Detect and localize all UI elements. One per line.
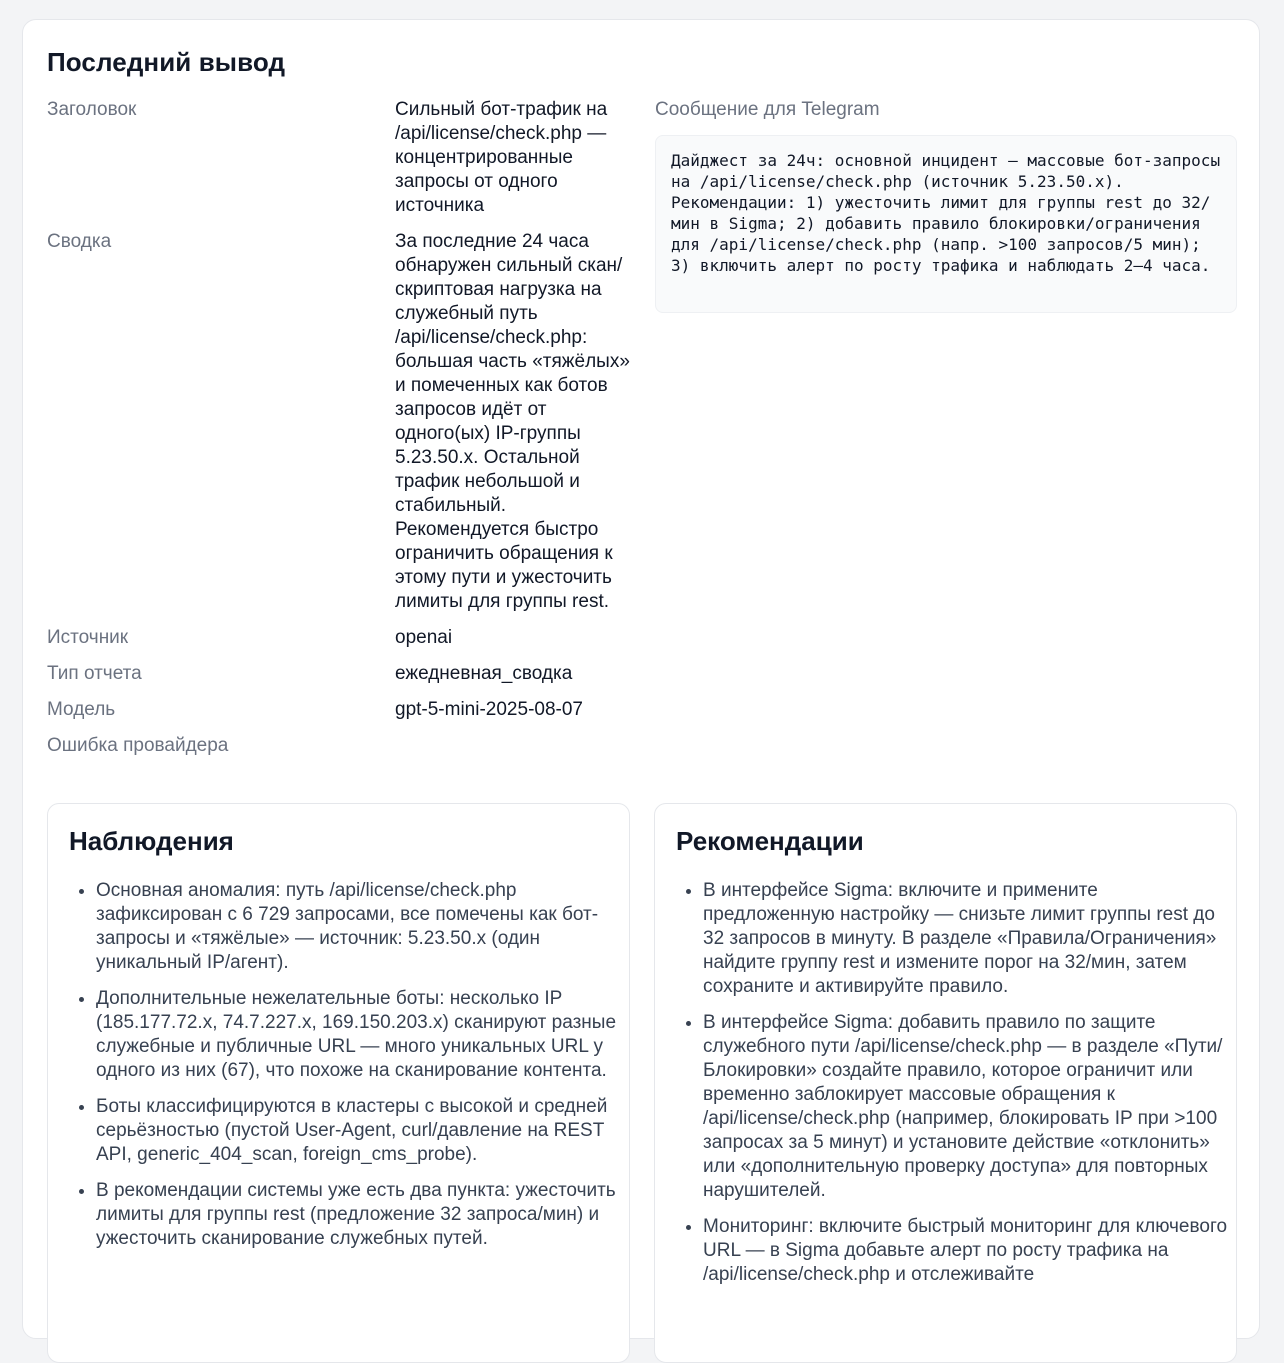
list-item: • В интерфейсе Sigma: включите и примените предложенную настройку — снизьте лимит группы rest до 32 запросов в минуту. В разделе «Правила/Ограничения» найдите группу rest и измените порог на 32/мин, затем сохраните и активируйте правило.: [703, 879, 1233, 999]
list-item: • Боты классифицируются в кластеры с высокой и средней серьёзностью (пустой User-Agent, curl/давление на REST API, generic_404_scan, foreign_cms_probe).: [96, 1095, 626, 1167]
meta-key: Модель: [47, 699, 116, 720]
meta-value: gpt-5-mini-2025-08-07: [395, 699, 583, 720]
meta-value: openai: [395, 627, 453, 648]
list-item: • В рекомендации системы уже есть два пункта: ужесточить лимиты для группы rest (предложение 32 запроса/мин) и ужесточить сканирование служебных путей.: [96, 1179, 626, 1251]
telegram-message-label: Сообщение для Telegram: [655, 99, 880, 120]
list-item: • Основная аномалия: путь /api/license/check.php зафиксирован с 6 729 запросами, все помечены как бот-запросы и «тяжёлые» — источник: 5.23.50.x (один уникальный IP/агент).: [96, 879, 626, 975]
recommendations-card: [654, 803, 1237, 1363]
meta-key: Заголовок: [47, 99, 137, 120]
report-meta: [47, 98, 633, 770]
meta-row-report-type: [47, 662, 633, 686]
meta-row-provider-error: [47, 734, 633, 758]
latest-output-card: [22, 19, 1260, 1339]
recommendations-list: [676, 879, 1233, 1299]
meta-row-summary: [47, 230, 633, 614]
meta-value: [395, 734, 631, 758]
list-item: • Дополнительные нежелательные боты: несколько IP (185.177.72.x, 74.7.227.x, 169.150.203.x) сканируют разные служебные и публичные URL — много уникальных URL у одного из них (67), что похоже на сканирование контента.: [96, 987, 626, 1083]
meta-key: Сводка: [47, 231, 112, 252]
recommendations-title: Рекомендации: [676, 826, 864, 856]
meta-row-source: [47, 626, 633, 650]
list-item: • В интерфейсе Sigma: добавить правило по защите служебного пути /api/license/check.php — в разделе «Пути/Блокировки» создайте правило, которое ограничит или временно заблокирует массовые обращения к /api/license/check.php (например, блокировать IP при >100 запросах за 5 минут) и установите действие «отклонить» или «дополнительную проверку доступа» для повторных нарушителей.: [703, 1011, 1233, 1203]
list-item: • Мониторинг: включите быстрый мониторинг для ключевого URL — в Sigma добавьте алерт по росту трафика на /api/license/check.php и отслеживайте: [703, 1215, 1233, 1287]
meta-key: Тип отчета: [47, 663, 142, 684]
meta-key: Ошибка провайдера: [47, 735, 229, 756]
meta-value: ежедневная_сводка: [395, 663, 573, 684]
meta-value: За последние 24 часа обнаружен сильный скан/скриптовая нагрузка на служебный путь /api/license/check.php: большая часть «тяжёлых» и помеченных как ботов запросов идёт от одного(ых) IP-группы 5.23.50.x. Остальной трафик небольшой и стабильный. Рекомендуется быстро ограничить обращения к этому пути и ужесточить лимиты для группы rest.: [395, 231, 630, 612]
observations-list: [69, 879, 626, 1263]
meta-row-title: [47, 98, 633, 218]
telegram-message-text: Дайджест за 24ч: основной инцидент — массовые бот-запросы на /api/license/check.php (источник 5.23.50.x). Рекомендации: 1) ужесточить лимит для группы rest до 32/мин в Sigma; 2) добавить правило блокировки/ограничения для /api/license/check.php (напр. >100 запросов/5 мин); 3) включить алерт по росту трафика и наблюдать 2–4 часа.: [671, 151, 1230, 275]
meta-value: Сильный бот-трафик на /api/license/check.php — концентрированные запросы от одного источника: [395, 99, 608, 216]
card-title: Последний вывод: [47, 47, 286, 77]
telegram-message-box: [655, 135, 1237, 313]
observations-card: [47, 803, 630, 1363]
observations-title: Наблюдения: [69, 826, 234, 856]
meta-row-model: [47, 698, 633, 722]
meta-key: Источник: [47, 627, 129, 648]
